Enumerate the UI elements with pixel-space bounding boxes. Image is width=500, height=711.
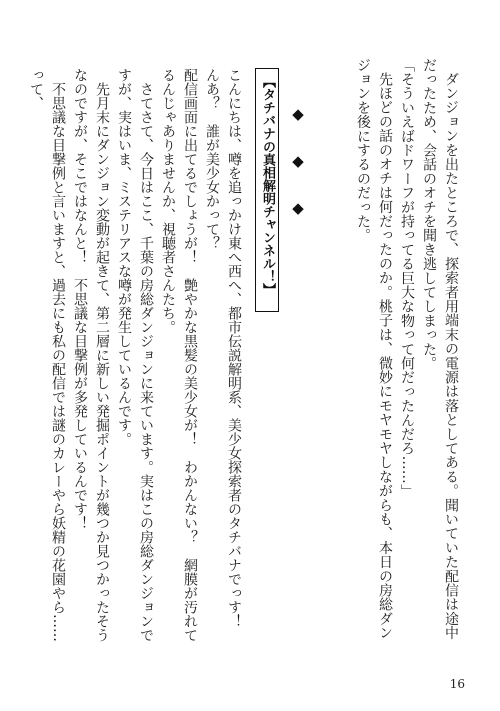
- stream-paragraph: んあ？ 誰が美少女かって？: [204, 68, 220, 250]
- page-number: 16: [449, 677, 465, 691]
- stream-paragraph: 配信画面に出てるでしょうが！ 艶やかな黒髪の美少女が！ わかんない？ 網膜が汚れてるんじゃありませんか、視聴者さんたち。: [160, 68, 198, 642]
- stream-paragraph: さてさて、今日はここ、千葉の房総ダンジョンに来ています。実はこの房総ダンジョンですが、実はいま、ミステリアスな噂が発生しているんです。: [116, 68, 154, 642]
- narration-dialogue: 「そういえばドワーフが持ってる巨大な物って何だったんだろ……」: [399, 58, 415, 499]
- channel-heading: 【タチバナの真相解明チャンネル！】: [255, 68, 279, 312]
- narration-paragraph: ダンジョンを出たところで、探索者用端末の電源は落としてある。聞いていた配信は途中だったため、会話のオチを聞き逃してしまった。: [421, 58, 459, 640]
- stream-paragraph: こんにちは、噂を追っかけ東へ西へ、都市伝説解明系、美少女探索者のタチバナでっす！: [226, 68, 242, 628]
- section-break-ornaments: [280, 105, 316, 241]
- narration-block: [352, 58, 462, 648]
- stream-paragraph: 先月末にダンジョン変動が起きて、第二層に新しい発掘ポイントが幾つか見つかったそうなのですが、そこではなんと！ 不思議な目撃例が多発しているんです！: [72, 68, 110, 642]
- diamond-ornament-icon: ◆: [289, 105, 307, 123]
- narration-paragraph: 先ほどの話のオチは何だったのか。桃子は、微妙にモヤモヤしながらも、本日の房総ダンジョンを後にするのだった。: [355, 58, 393, 640]
- diamond-ornament-icon: ◆: [289, 151, 307, 170]
- diamond-ornament-icon: ◆: [289, 198, 307, 217]
- stream-transcript: [25, 68, 245, 643]
- stream-paragraph: 不思議な目撃例と言いますと、過去にも私の配信では謎のカレーやら妖精の花園やら……って、: [28, 68, 66, 642]
